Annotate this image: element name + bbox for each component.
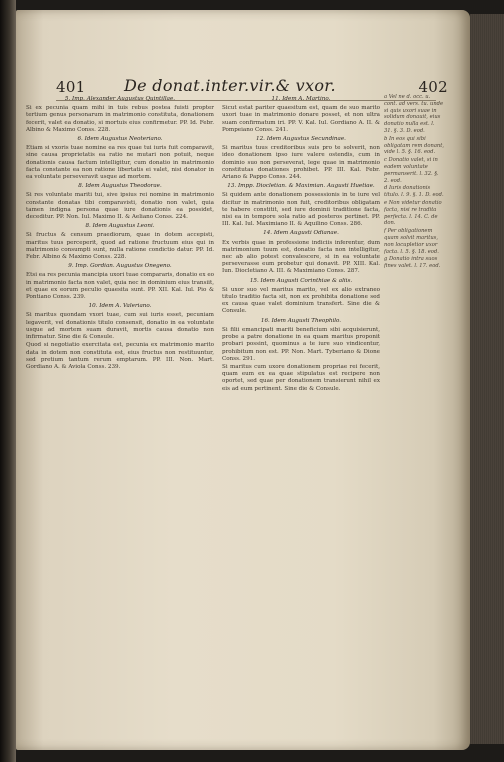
margin-note: e Non videtur donatio facta, nisi re tradita perfecta. l. 14. C. de don. [384, 199, 442, 227]
law-paragraph: Si maritus quondam vxori tuae, cum sui iuris esset, pecuniam legaverit, vel donationis titulo consensit, donatio in ea voluntate usque ad mortem suam duravit, mortis causa donatio non infirmatur. Sine die & Consule. [26, 312, 214, 341]
law-heading: 10. Idem A. Valeriano. [88, 303, 152, 310]
law-heading: 8. Idem Augustus Leoni. [85, 223, 155, 230]
law-heading: 5. Imp. Alexander Augustus Quintillae. [64, 96, 176, 102]
margin-note: a Vel ne d. occ. u. cont. ad vers. tu. unde si quis uxori suae in solidum donauit, eius donatio nulla est. l. 31. §. 3. D. eod. [384, 94, 444, 134]
margin-note: d Iuris donationis titulo. l. 9. §. 1. D. eod. [384, 185, 444, 199]
law-paragraph: Si maritus tuus creditoribus suis pro te solverit, non ideo donationem ipso iure valere ostendis, cum in dominio suo non perseverat, lege quae in matrimonio constitutas donationes prohibet. PP. III. Kal. Febr. Ariano & Pappo Conss. 244. [222, 145, 380, 181]
page-edges [470, 14, 504, 744]
law-heading: 6. Idem Augustus Neoteriano. [77, 136, 163, 143]
law-paragraph: Etiam si vxoris tuae nomine ea res quae tui iuris fuit comparavit, sine causa proprietatis ea ratio ne mutari non potuit, neque donationis causa factum intelligitur, cum donatio in matrimonio facta constante ea non ratione libertatis ei valet, nisi donator in ea voluntate perseveravit usque ad mortem. [26, 145, 214, 181]
law-paragraph: Si res voluntate mariti tui, sive ipsius rei nomine in matrimonio constante donatas tibi comparavisti, donatio non valet, quia tamen indigna persona quae iure donationis ea possidet, deceditur. PP. Non. Iul. Maximo II. & Aeliano Conss. 224. [26, 192, 214, 221]
margin-note: b In eos qui sibi obligatam rem donant, vide l. 5. §. 16. eod. [384, 135, 444, 156]
law-paragraph: Ex verbis quae in professione indiciis inferentur, dum matrimonium tuum est, donatio facta non intelligitur, nec ab alio potest convalescere, si in ea voluntate perseverasse eum probetur qui donavit. PP. XIII. Kal. Iun. Diocletiano A. III. & Maximiano Conss. 287. [222, 239, 380, 275]
law-heading: 15. Idem Augusti Corinthiae & aliis. [249, 277, 353, 284]
law-heading: 8. Idem Augustus Theodorae. [78, 183, 162, 190]
running-title: De donat.inter.vir.& vxor. [124, 76, 336, 95]
law-heading: 16. Idem Augusti Theophilo. [260, 317, 342, 324]
law-paragraph: Si ex pecunia quam mihi in tuis rebus postea fuisti propter tertium genus personarum in matrimonio constituta, donationem fecerit, valet ea donatio, si mortuis eius confirmetur. PP. Id. Febr. Albino & Maximo Conss. 228. [26, 105, 214, 133]
law-paragraph: Si uxor suo vel maritus marito, vel ex alio extraneo titulo traditio facta sit, non ex prohibita donatione sed ex causa quae valet dominium transfert. Sine die & Consule. [222, 286, 380, 315]
law-heading: 13. Impp. Diocletian. & Maximian. Augusti Huetiae. [227, 183, 375, 190]
law-paragraph: Si fructus & censum praediorum, quae in dotem accepisti, maritus tuus perceperit, quod ad ratione fructuum eius qui in matrimonio consumpti sunt, nulla ratione condictio datur. PP. Id. Febr. Albino & Maximo Conss. 228. [26, 232, 214, 261]
law-paragraph: Si filii emancipati mariti beneficium sibi acquisierunt, probe a patre donatione in ea quam maritus proponit probari possint, quominus a te iure suo vindicentur, prohibitum non est. PP. Non. Mart. Tyberiano & Dione Conss. 291. [222, 326, 380, 362]
margin-note: g Donatio intra suos fines valet. l. 17. eod. [384, 256, 441, 270]
law-heading: 9. Imp. Gordian. Augustus Onegeno. [68, 263, 172, 270]
middle-text-column [222, 94, 380, 744]
law-paragraph: Etsi ea res pecunia mancipia uxori tuae compararis, donatio ex eo in matrimonio facta non valet, quia nec in dominium eius transiit, et quae ex eorum peculio quaesita sunt. PP. XII. Kal. Iul. Pio & Pontiano Conss. 239. [26, 272, 214, 301]
margin-note: c Donatio valet, si in eadem voluntate permanserit. l. 32. §. 2. eod. [384, 157, 439, 184]
margin-note: f Per obligationem quam solvit maritus, non locupletior uxor facta. l. 5. §. 18. eod. [384, 228, 439, 255]
page-number-left: 401 [56, 78, 86, 96]
left-text-column [26, 94, 214, 744]
law-paragraph: Si maritus cum uxore donationem propriae rei fecerit, quam eum ex ea quae stipulatus est recipere non oportet, sed quae per donationem transierunt nihil ex eis ad eum pertinent. Sine die & Consule. [222, 363, 380, 392]
law-heading: 11. Idem A. Martino. [271, 96, 331, 102]
law-paragraph: Quod si negotiatio exercitata est, pecunia ex matrimonio marito data in dotem non constituta est, eius fructus non restituuntur, sed pretium tantum rerum emptarum. PP. III. Non. Mart. Gordiano A. & Aviola Conss. 239. [26, 342, 214, 370]
law-heading: 12. Idem Augustus Secundinae. [256, 136, 346, 143]
law-paragraph: Si quidem ante donationem possessionis in te iure vel dicitur in matrimonio non fuit, creditoribus obligatam te habere constitit, sed iure dominii traditione facta, nisi ea in tempore sola ratio ad posteros pertinet. PP. III. Kal. Iul. Maximiano II. & Aquilino Conss. 286. [222, 192, 380, 228]
law-paragraph: Sicut estat pariter quaesitum est, quam de suo marito uxori tuae in matrimonio donare posset, et non ultra suam confirmatum iri. PP. V. Kal. Iul. Gordiano A. II. & Pompeiano Conss. 241. [222, 105, 380, 133]
law-heading: 14. Idem Augusti Odianae. [263, 230, 339, 237]
book-spine [0, 0, 16, 762]
margin-notes-column [384, 94, 444, 744]
page-number-right: 402 [418, 78, 448, 96]
